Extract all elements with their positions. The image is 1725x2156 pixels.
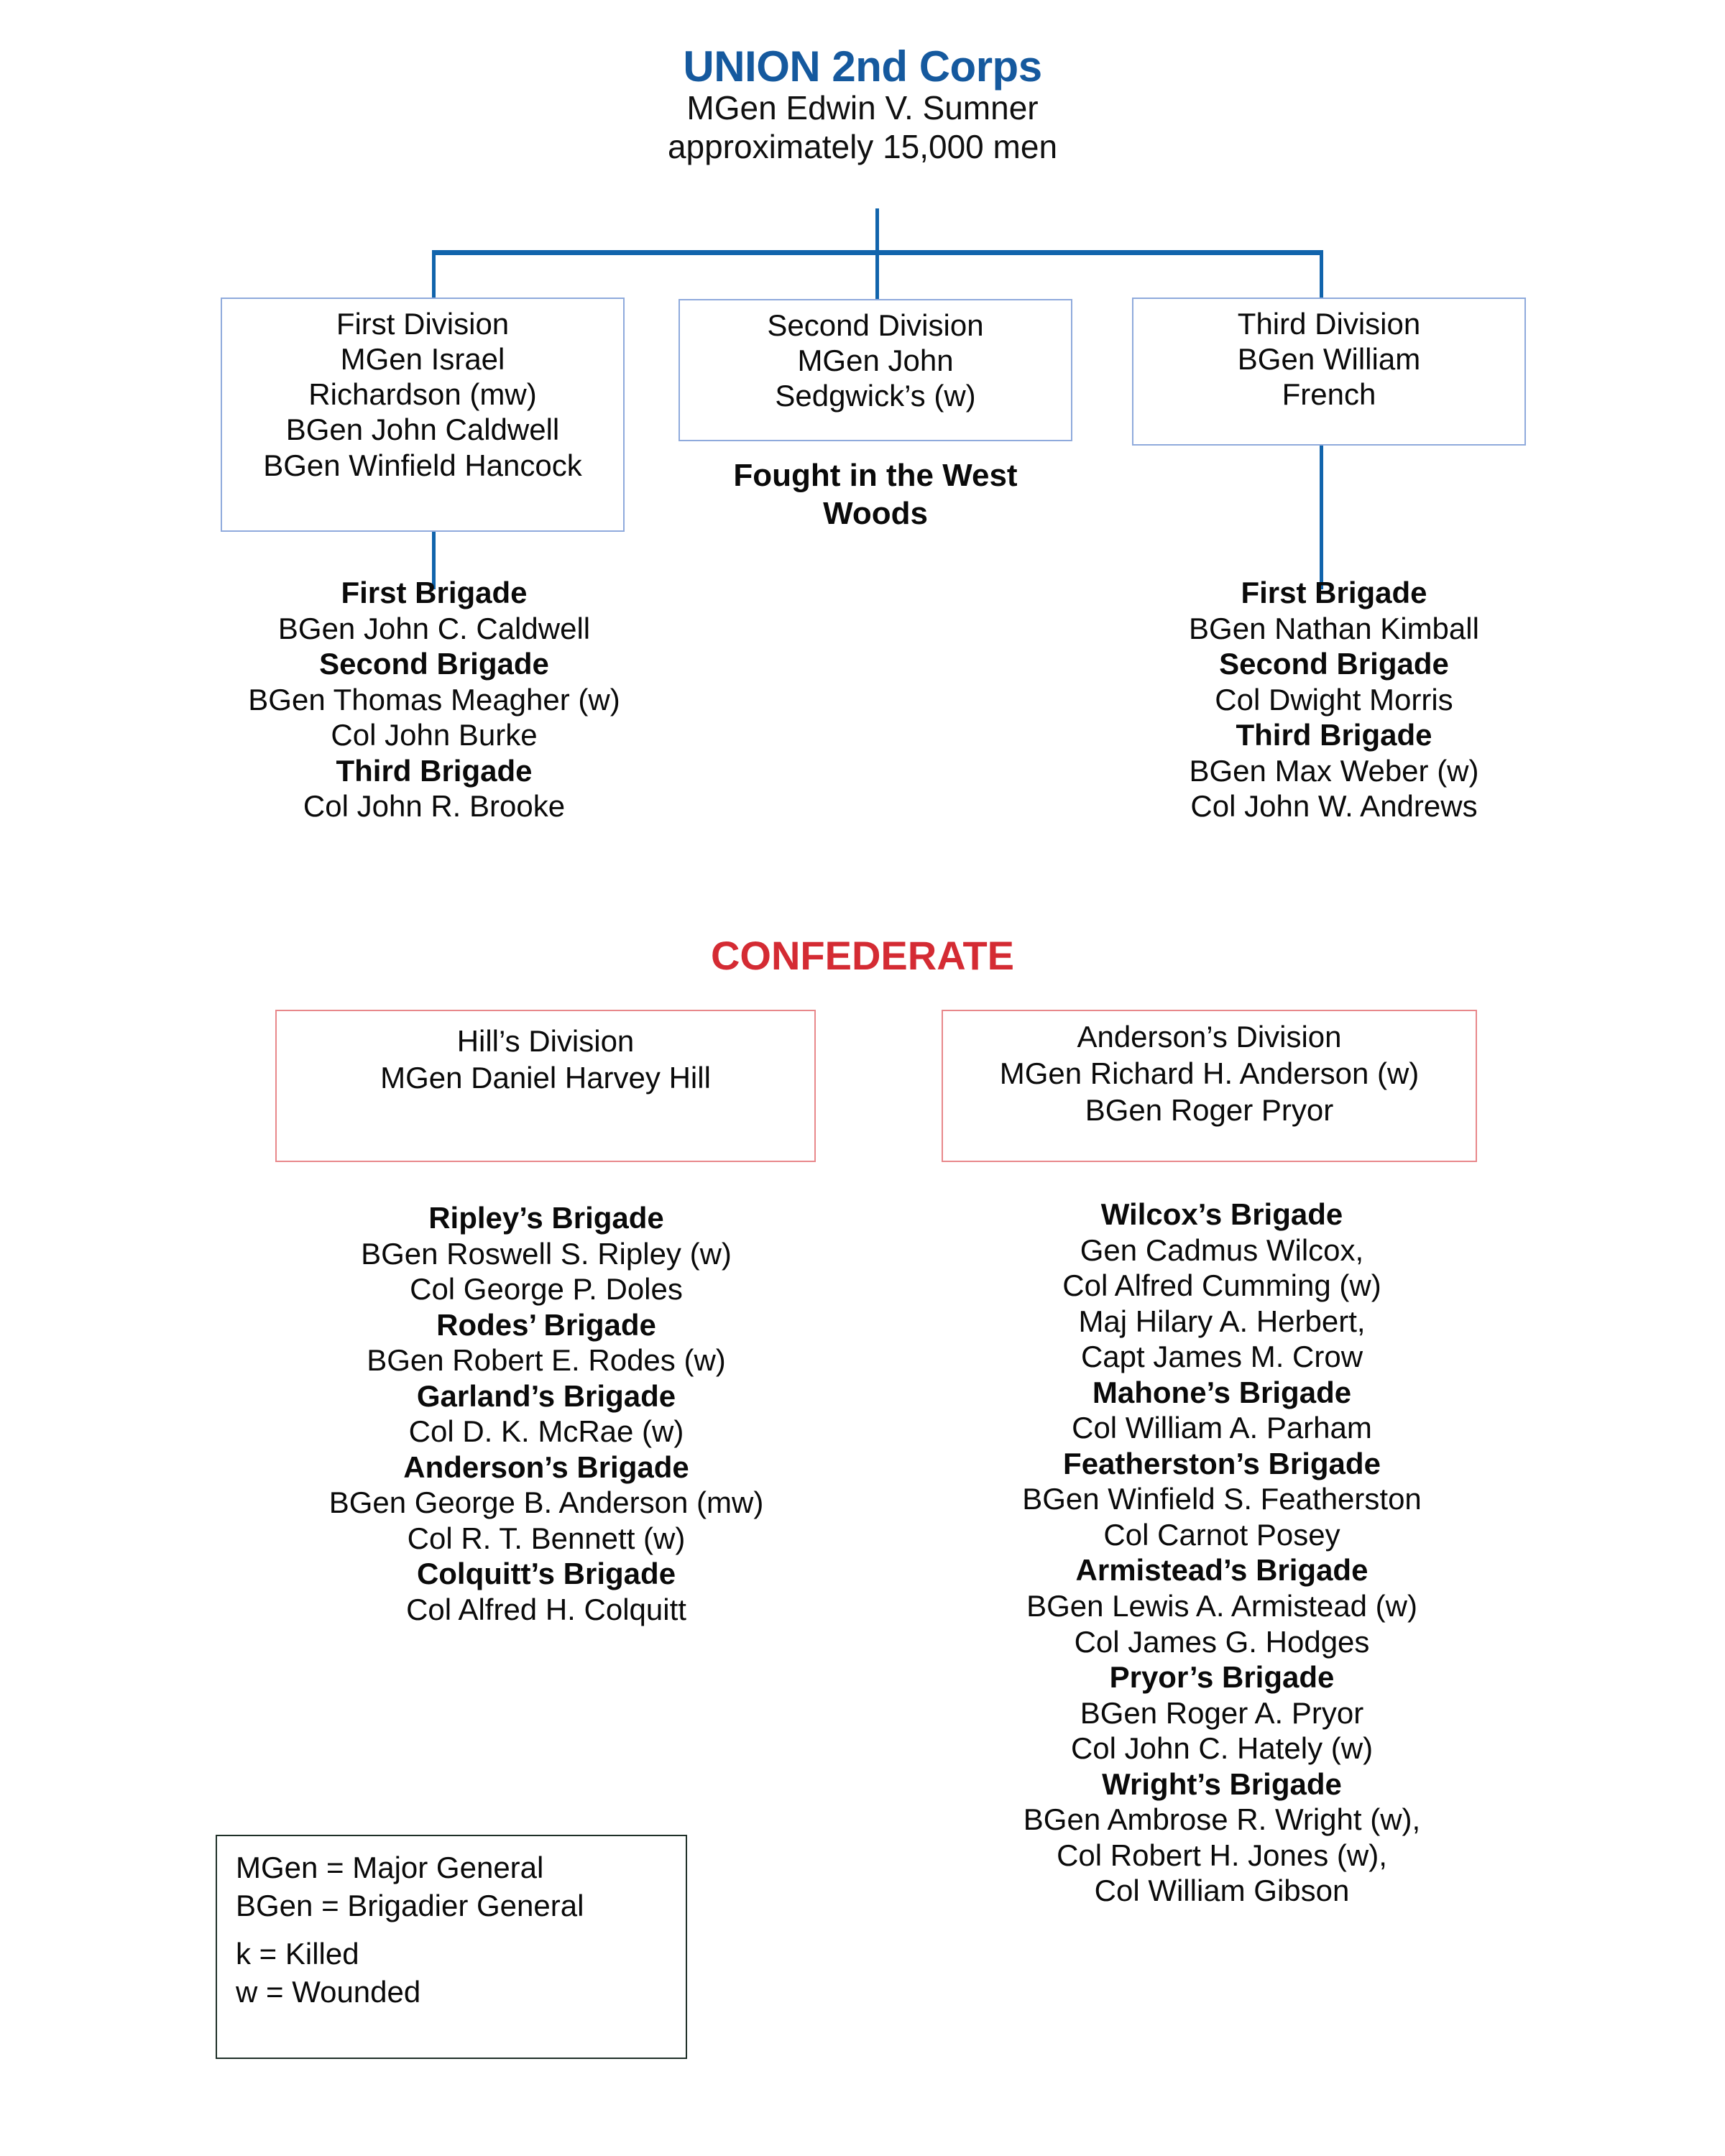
brigade-officer: Capt James M. Crow — [1080, 1340, 1363, 1374]
brigade-officer: BGen George B. Anderson (mw) — [328, 1485, 764, 1520]
union-third-division-brigade-list — [1116, 575, 1552, 824]
brigade-officer: Col William Gibson — [1094, 1874, 1350, 1908]
confederate-hill-brigade-list — [259, 1200, 834, 1628]
brigade-name: Anderson’s Brigade — [403, 1450, 689, 1484]
brigade-officer: Col George P. Doles — [410, 1272, 683, 1307]
confederate-hill-division-name: Hill’s Division — [456, 1024, 635, 1058]
union-second-division-leader-1: MGen John — [797, 344, 954, 378]
brigade-name: Ripley’s Brigade — [428, 1201, 664, 1235]
union-third-division-leader-1: BGen William — [1237, 342, 1421, 377]
union-first-division-name: First Division — [336, 307, 510, 341]
brigade-name: Rodes’ Brigade — [436, 1307, 656, 1342]
legend-line-mgen: MGen = Major General — [236, 1851, 544, 1884]
union-second-division-leader-2: Sedgwick’s (w) — [775, 379, 976, 413]
union-header — [0, 42, 1725, 166]
union-strength: approximately 15,000 men — [667, 127, 1058, 165]
brigade-officer: Col John R. Brooke — [303, 789, 566, 824]
brigade-officer: Col James G. Hodges — [1074, 1624, 1370, 1659]
brigade-officer: Col Dwight Morris — [1215, 682, 1453, 717]
confederate-header — [0, 932, 1725, 979]
brigade-officer: Col Alfred H. Colquitt — [406, 1593, 686, 1627]
union-third-division-name: Third Division — [1237, 307, 1421, 341]
union-second-division-name: Second Division — [767, 308, 984, 342]
brigade-name: Second Brigade — [1219, 647, 1449, 681]
brigade-officer: BGen Roswell S. Ripley (w) — [361, 1236, 732, 1271]
brigade-name: Pryor’s Brigade — [1109, 1660, 1335, 1695]
brigade-name: First Brigade — [341, 576, 528, 609]
legend-line-wounded: w = Wounded — [236, 1974, 421, 2009]
brigade-officer: BGen Thomas Meagher (w) — [248, 682, 620, 717]
brigade-officer: Col Alfred Cumming (w) — [1062, 1268, 1381, 1303]
brigade-name: Garland’s Brigade — [416, 1378, 676, 1413]
confederate-anderson-division-name: Anderson’s Division — [1077, 1020, 1342, 1054]
union-title: UNION 2nd Corps — [683, 42, 1042, 91]
union-first-division-leader-2: Richardson (mw) — [308, 377, 537, 412]
brigade-name: Featherston’s Brigade — [1063, 1446, 1381, 1480]
brigade-officer: Gen Cadmus Wilcox, — [1080, 1233, 1364, 1267]
brigade-officer: BGen Max Weber (w) — [1189, 753, 1479, 788]
confederate-hill-division-leader-1: MGen Daniel Harvey Hill — [380, 1061, 711, 1095]
union-connector-to-third-division — [1320, 250, 1323, 299]
legend-box — [216, 1835, 687, 2059]
confederate-hill-division-box — [275, 1010, 816, 1162]
brigade-name: Third Brigade — [1236, 718, 1432, 752]
union-first-division-leader-1: MGen Israel — [340, 342, 505, 377]
brigade-officer: BGen Roger A. Pryor — [1080, 1695, 1364, 1730]
brigade-name: Wilcox’s Brigade — [1100, 1197, 1343, 1231]
union-first-division-leader-3: BGen John Caldwell — [285, 413, 560, 447]
brigade-officer: BGen Nathan Kimball — [1189, 611, 1479, 645]
brigade-name: Colquitt’s Brigade — [416, 1557, 676, 1591]
brigade-name: Armistead’s Brigade — [1075, 1553, 1368, 1588]
brigade-name: Mahone’s Brigade — [1092, 1375, 1352, 1409]
west-woods-note-text: Fought in the West Woods — [733, 458, 1018, 531]
brigade-officer: Col R. T. Bennett (w) — [407, 1521, 686, 1555]
brigade-officer: BGen Winfield S. Featherston — [1022, 1482, 1422, 1516]
union-first-division-box — [221, 298, 625, 532]
confederate-anderson-division-leader-1: MGen Richard H. Anderson (w) — [999, 1056, 1420, 1091]
brigade-officer: Maj Hilary A. Herbert, — [1078, 1304, 1366, 1338]
legend-line-killed: k = Killed — [236, 1936, 359, 1971]
brigade-officer: Col Carnot Posey — [1103, 1517, 1340, 1552]
brigade-officer: Col John W. Andrews — [1190, 789, 1478, 824]
brigade-name: Second Brigade — [319, 647, 549, 681]
union-connector-to-second-division — [875, 250, 879, 299]
brigade-name: First Brigade — [1241, 576, 1427, 609]
union-third-division-box — [1132, 298, 1526, 446]
brigade-officer: BGen Ambrose R. Wright (w), — [1023, 1802, 1421, 1837]
brigade-officer: BGen John C. Caldwell — [277, 611, 591, 645]
brigade-officer: Col William A. Parham — [1072, 1411, 1372, 1445]
brigade-officer: Col D. K. McRae (w) — [408, 1414, 684, 1449]
brigade-officer: BGen Robert E. Rodes (w) — [367, 1343, 726, 1378]
confederate-anderson-brigade-list — [934, 1197, 1509, 1909]
legend-line-bgen: BGen = Brigadier General — [236, 1888, 584, 1922]
brigade-officer: BGen Lewis A. Armistead (w) — [1026, 1589, 1417, 1623]
union-third-division-leader-2: French — [1282, 377, 1376, 412]
confederate-anderson-division-leader-2: BGen Roger Pryor — [1085, 1093, 1334, 1128]
union-second-division-note — [678, 457, 1072, 533]
union-commander: MGen Edwin V. Sumner — [686, 89, 1039, 127]
confederate-title-text: CONFEDERATE — [710, 933, 1015, 978]
brigade-officer: Col John Burke — [331, 718, 538, 752]
brigade-name: Wright’s Brigade — [1102, 1766, 1342, 1801]
confederate-anderson-division-box — [942, 1010, 1477, 1162]
union-connector-third-division-to-brigades — [1320, 446, 1323, 589]
union-first-division-leader-4: BGen Winfield Hancock — [263, 448, 582, 482]
union-connector-to-first-division — [432, 250, 436, 299]
union-first-division-brigade-list — [216, 575, 653, 824]
brigade-name: Third Brigade — [336, 753, 533, 788]
brigade-officer: Col John C. Hately (w) — [1070, 1731, 1374, 1766]
union-second-division-box — [678, 299, 1072, 441]
brigade-officer: Col Robert H. Jones (w), — [1057, 1838, 1387, 1872]
